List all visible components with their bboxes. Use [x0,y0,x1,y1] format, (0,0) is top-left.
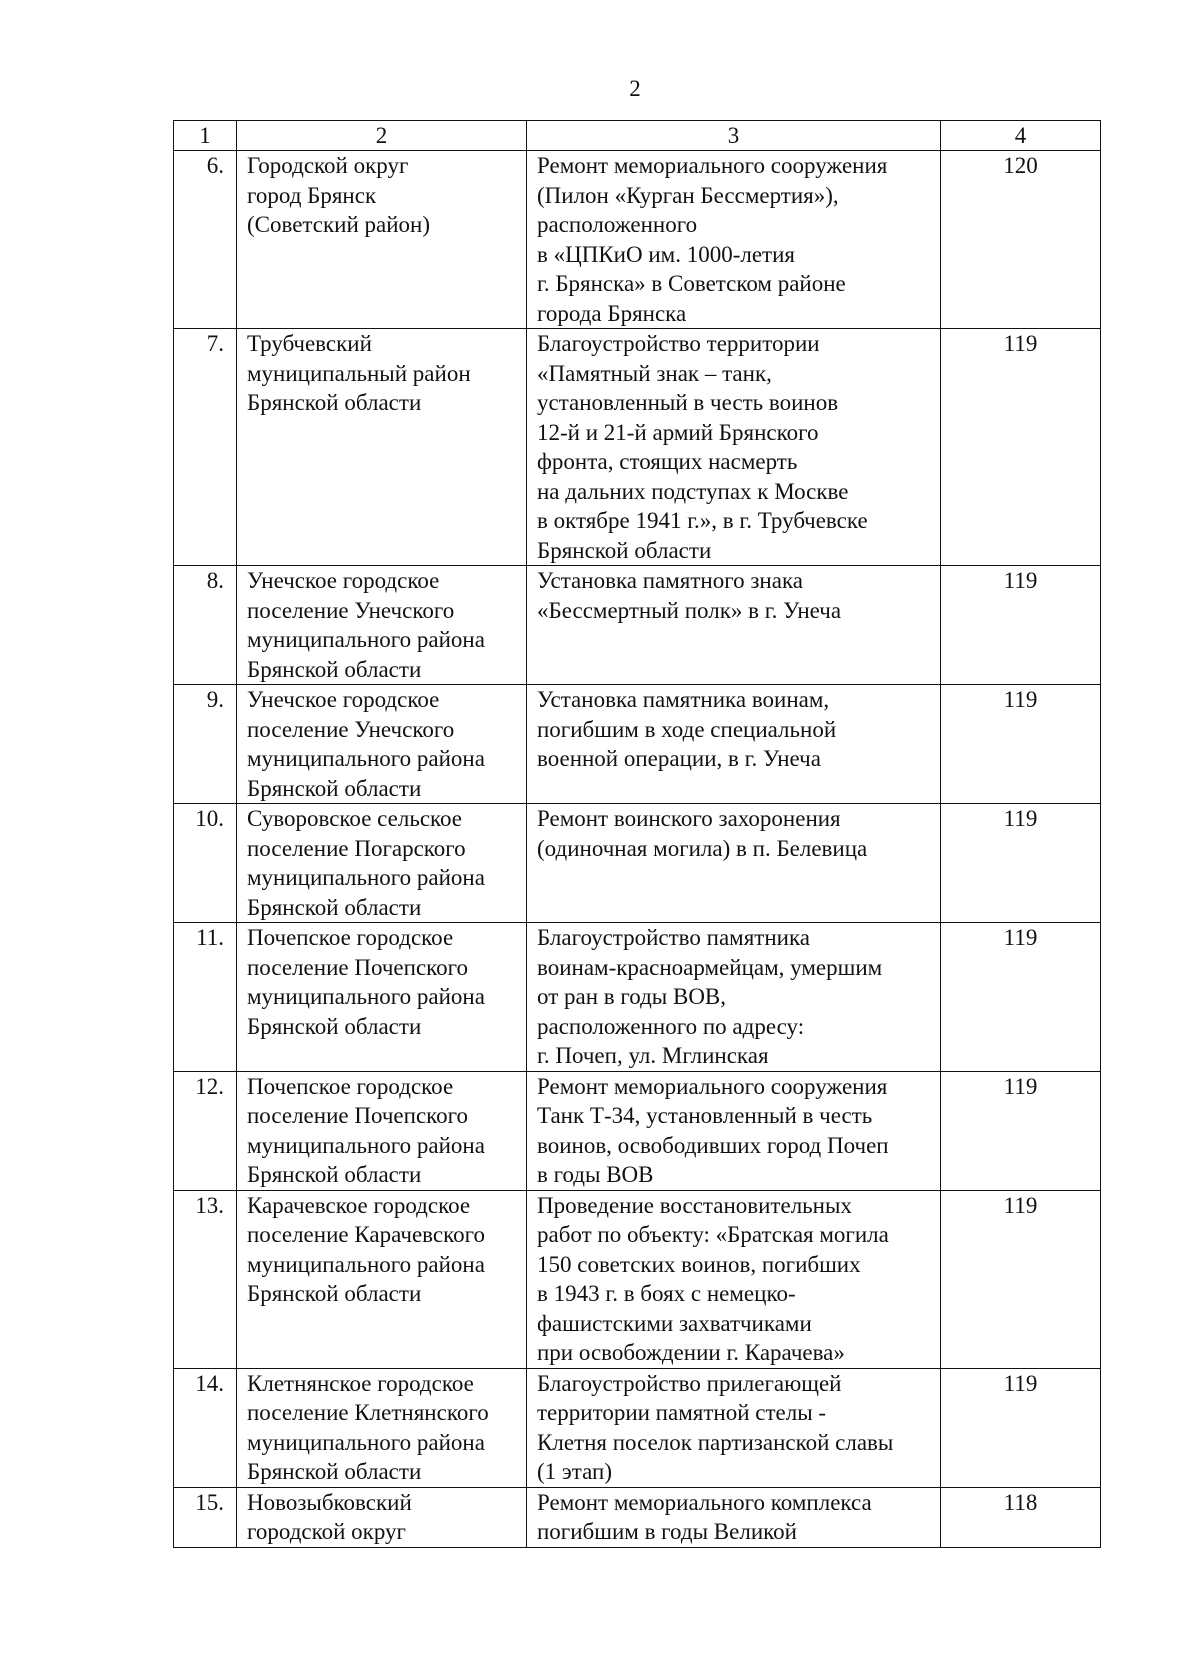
object-line: установленный в честь воинов [537,390,839,415]
object-line: в 1943 г. в боях с немецко- [537,1281,796,1306]
grant-table [173,120,1101,1548]
object-line: г. Брянска» в Советском районе [537,271,846,296]
amount-cell: 119 [941,804,1101,923]
recipient-line: город Брянск [247,182,377,208]
amount-cell: 118 [941,1487,1101,1547]
object-line: при освобождении г. Карачева» [537,1340,845,1365]
object-cell [527,1190,941,1368]
object-cell [527,685,941,804]
table-row [174,804,1101,923]
row-number: 13. [174,1190,237,1368]
recipient-line: Брянской области [247,1162,422,1187]
recipient-line: Унечское городское [247,687,440,712]
recipient-line: Брянской области [247,1281,422,1306]
row-number: 11. [174,923,237,1072]
object-cell [527,804,941,923]
object-line: от ран в годы ВОВ, [537,984,727,1009]
recipient-line: Унечское городское [247,568,440,593]
recipient-line: поселение Унечского [247,716,455,742]
recipient-line: Суворовское сельское [247,806,463,831]
amount-cell: 119 [941,566,1101,685]
recipient-line: Брянской области [247,656,422,682]
object-line: Благоустройство прилегающей [537,1370,842,1396]
recipient-cell [237,804,527,923]
recipient-cell [237,923,527,1072]
recipient-line: поселение Почепского [247,1103,469,1128]
page-number: 2 [629,76,641,101]
object-line: воинов, освободивших город Почеп [537,1132,889,1158]
object-cell [527,1487,941,1547]
recipient-line: (Советский район) [247,212,431,237]
amount-cell: 119 [941,1190,1101,1368]
object-line: территории памятной стелы - [537,1400,827,1425]
recipient-line: городской округ [247,1519,406,1544]
object-line: фронта, стоящих насмерть [537,449,798,474]
row-number: 6. [174,151,237,329]
object-line: Установка памятного знака [537,568,803,593]
object-cell [527,566,941,685]
object-line: (1 этап) [537,1459,612,1484]
table-row [174,1071,1101,1190]
table-row [174,1190,1101,1368]
recipient-line: поселение Погарского [247,835,466,861]
recipient-cell [237,1368,527,1487]
object-line: города Брянска [537,300,687,326]
object-line: 150 советских воинов, погибших [537,1251,861,1277]
object-line: Ремонт мемориального сооружения [537,1073,888,1099]
column-header-1: 1 [174,121,237,151]
recipient-line: Трубчевский [247,331,372,356]
column-header-2: 2 [237,121,527,151]
row-number: 10. [174,804,237,923]
table-row [174,151,1101,329]
recipient-cell [237,685,527,804]
amount-cell: 119 [941,685,1101,804]
table-row [174,329,1101,566]
object-line: Клетня поселок партизанской славы [537,1429,894,1455]
table-row [174,566,1101,685]
object-line: в «ЦПКиО им. 1000-летия [537,241,795,267]
object-line: «Памятный знак – танк, [537,360,772,386]
recipient-line: поселение Унечского [247,597,455,623]
object-line: г. Почеп, ул. Мглинская [537,1043,769,1068]
recipient-line: муниципального района [247,746,485,771]
recipient-line: муниципального района [247,1132,485,1158]
amount-cell: 119 [941,329,1101,566]
recipient-line: Брянской области [247,390,422,415]
recipient-line: Брянской области [247,1459,422,1484]
object-line: Брянской области [537,537,712,563]
object-line: Проведение восстановительных [537,1192,852,1218]
recipient-line: муниципального района [247,627,485,652]
object-line: работ по объекту: «Братская могила [537,1222,889,1247]
recipient-line: Клетнянское городское [247,1370,474,1396]
recipient-cell [237,151,527,329]
object-line: 12-й и 21-й армий Брянского [537,419,819,445]
object-cell [527,923,941,1072]
recipient-line: Карачевское городское [247,1192,471,1218]
recipient-line: Почепское городское [247,1073,454,1099]
object-line: воинам-красноармейцам, умершим [537,954,883,980]
object-line: Благоустройство памятника [537,925,810,950]
recipient-cell [237,329,527,566]
recipient-line: Брянской области [247,894,422,920]
object-line: фашистскими захватчиками [537,1310,812,1336]
recipient-line: муниципального района [247,1429,485,1455]
object-cell [527,151,941,329]
object-line: (одиночная могила) в п. Белевица [537,835,868,861]
row-number: 14. [174,1368,237,1487]
recipient-line: Новозыбковский [247,1489,412,1515]
row-number: 7. [174,329,237,566]
table-row [174,1487,1101,1547]
table-row [174,1368,1101,1487]
recipient-cell [237,566,527,685]
object-line: на дальних подступах к Москве [537,478,849,504]
amount-cell: 120 [941,151,1101,329]
recipient-line: муниципального района [247,1251,485,1277]
column-header-3: 3 [527,121,941,151]
object-line: (Пилон «Курган Бессмертия»), [537,182,839,208]
amount-cell: 119 [941,923,1101,1072]
recipient-line: Городской округ [247,153,409,178]
recipient-line: Брянской области [247,1013,422,1039]
recipient-line: муниципальный район [247,360,471,386]
object-cell [527,329,941,566]
recipient-cell [237,1190,527,1368]
object-line: расположенного по адресу: [537,1013,805,1039]
object-line: погибшим в ходе специальной [537,716,837,742]
recipient-line: Почепское городское [247,925,454,950]
recipient-line: муниципального района [247,984,485,1009]
object-line: в октябре 1941 г.», в г. Трубчевске [537,508,868,533]
object-line: в годы ВОВ [537,1162,654,1187]
row-number: 15. [174,1487,237,1547]
recipient-cell [237,1071,527,1190]
table-row [174,685,1101,804]
row-number: 9. [174,685,237,804]
object-line: Ремонт мемориального сооружения [537,153,888,178]
recipient-line: Брянской области [247,775,422,801]
recipient-line: поселение Клетнянского [247,1400,489,1425]
row-number: 8. [174,566,237,685]
amount-cell: 119 [941,1368,1101,1487]
object-line: погибшим в годы Великой [537,1519,797,1544]
row-number: 12. [174,1071,237,1190]
column-header-4: 4 [941,121,1101,151]
object-line: Танк Т-34, установленный в честь [537,1103,873,1128]
object-line: военной операции, в г. Унеча [537,746,821,771]
object-line: Ремонт мемориального комплекса [537,1489,872,1515]
recipient-line: поселение Почепского [247,954,469,980]
object-line: Установка памятника воинам, [537,687,830,712]
object-cell [527,1368,941,1487]
recipient-line: поселение Карачевского [247,1222,485,1247]
recipient-cell [237,1487,527,1547]
recipient-line: муниципального района [247,865,485,890]
object-cell [527,1071,941,1190]
object-line: «Бессмертный полк» в г. Унеча [537,597,842,623]
object-line: расположенного [537,212,698,237]
amount-cell: 119 [941,1071,1101,1190]
table-header-row [174,121,1101,151]
table-row [174,923,1101,1072]
object-line: Благоустройство территории [537,331,820,356]
object-line: Ремонт воинского захоронения [537,806,841,831]
